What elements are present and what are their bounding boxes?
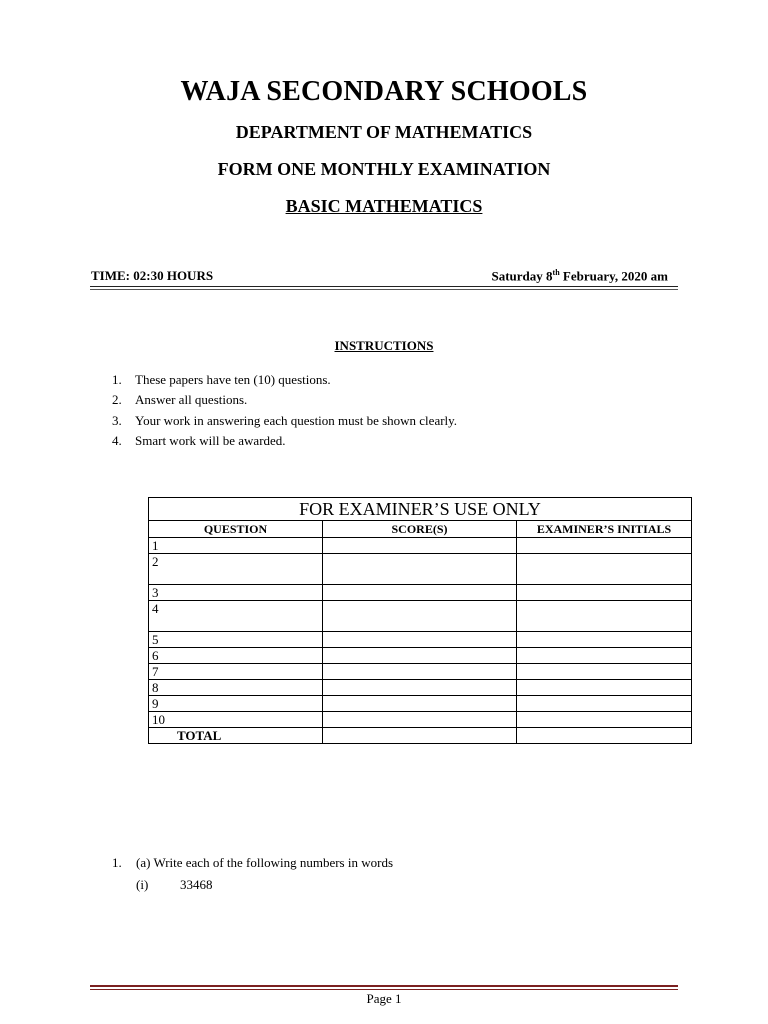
instruction-item bbox=[112, 370, 457, 390]
question-number: 10 bbox=[149, 712, 323, 728]
score-cell[interactable] bbox=[323, 664, 517, 680]
page-number: Page 1 bbox=[366, 991, 402, 1006]
footer-divider-thin bbox=[90, 989, 678, 990]
question-text: (a) Write each of the following numbers in words bbox=[136, 855, 393, 870]
initials-cell[interactable] bbox=[517, 601, 692, 632]
column-header-question: QUESTION bbox=[149, 521, 323, 538]
footer-divider bbox=[90, 985, 678, 987]
table-row bbox=[149, 601, 692, 632]
table-row bbox=[149, 554, 692, 585]
question-number: 8 bbox=[149, 680, 323, 696]
date-ordinal: th bbox=[552, 268, 560, 277]
initials-cell[interactable] bbox=[517, 538, 692, 554]
initials-cell[interactable] bbox=[517, 696, 692, 712]
instructions-list bbox=[112, 370, 457, 451]
score-cell[interactable] bbox=[323, 712, 517, 728]
instruction-text: Smart work will be awarded. bbox=[135, 432, 286, 448]
score-cell[interactable] bbox=[323, 554, 517, 585]
instruction-number: 2. bbox=[112, 392, 122, 408]
instruction-item bbox=[112, 431, 457, 451]
question-number: 4 bbox=[149, 601, 323, 632]
instruction-text: Answer all questions. bbox=[135, 392, 248, 408]
table-row bbox=[149, 712, 692, 728]
examiner-table-title: FOR EXAMINER’S USE ONLY bbox=[149, 498, 692, 521]
question-number: 7 bbox=[149, 664, 323, 680]
question-1-part-i bbox=[136, 877, 213, 893]
initials-cell[interactable] bbox=[517, 664, 692, 680]
instructions-title: INSTRUCTIONS bbox=[334, 338, 434, 353]
subject-text: BASIC MATHEMATICS bbox=[285, 196, 483, 216]
subject-title bbox=[0, 196, 768, 217]
instruction-item bbox=[112, 411, 457, 431]
instruction-number: 3. bbox=[112, 412, 122, 428]
column-header-score: SCORE(S) bbox=[323, 521, 517, 538]
header-divider bbox=[90, 286, 678, 287]
score-cell[interactable] bbox=[323, 648, 517, 664]
table-row-total bbox=[149, 728, 692, 744]
instruction-text: Your work in answering each question must be shown clearly. bbox=[135, 412, 458, 428]
total-initials-cell[interactable] bbox=[517, 728, 692, 744]
table-row bbox=[149, 538, 692, 554]
question-number: 5 bbox=[149, 632, 323, 648]
table-row bbox=[149, 585, 692, 601]
instruction-number: 4. bbox=[112, 432, 122, 448]
initials-cell[interactable] bbox=[517, 632, 692, 648]
date-suffix: February, 2020 am bbox=[559, 268, 668, 284]
exam-title: FORM ONE MONTHLY EXAMINATION bbox=[217, 159, 551, 179]
exam-date bbox=[492, 268, 669, 284]
initials-cell[interactable] bbox=[517, 585, 692, 601]
column-header-initials: EXAMINER’S INITIALS bbox=[517, 521, 692, 538]
exam-meta-row bbox=[91, 268, 677, 286]
part-value: 33468 bbox=[180, 877, 213, 892]
instruction-item bbox=[112, 390, 457, 410]
total-label: TOTAL bbox=[149, 728, 323, 744]
initials-cell[interactable] bbox=[517, 680, 692, 696]
score-cell[interactable] bbox=[323, 632, 517, 648]
question-number: 1. bbox=[112, 855, 122, 870]
score-cell[interactable] bbox=[323, 585, 517, 601]
instruction-number: 1. bbox=[112, 372, 122, 387]
department-title: DEPARTMENT OF MATHEMATICS bbox=[235, 122, 533, 142]
header-divider-thin bbox=[90, 289, 678, 290]
table-row bbox=[149, 648, 692, 664]
initials-cell[interactable] bbox=[517, 554, 692, 585]
instruction-text: These papers have ten (10) questions. bbox=[135, 372, 331, 387]
total-score-cell[interactable] bbox=[323, 728, 517, 744]
date-prefix: Saturday 8 bbox=[491, 268, 553, 284]
examiner-score-table bbox=[148, 497, 692, 744]
question-number: 1 bbox=[149, 538, 323, 554]
part-label: (i) bbox=[136, 877, 149, 892]
initials-cell[interactable] bbox=[517, 712, 692, 728]
question-number: 2 bbox=[149, 554, 323, 585]
score-cell[interactable] bbox=[323, 680, 517, 696]
score-cell[interactable] bbox=[323, 601, 517, 632]
score-cell[interactable] bbox=[323, 538, 517, 554]
table-row bbox=[149, 680, 692, 696]
question-number: 9 bbox=[149, 696, 323, 712]
school-name: WAJA SECONDARY SCHOOLS bbox=[180, 76, 588, 107]
table-row bbox=[149, 696, 692, 712]
table-row bbox=[149, 632, 692, 648]
table-row bbox=[149, 664, 692, 680]
question-number: 6 bbox=[149, 648, 323, 664]
question-number: 3 bbox=[149, 585, 323, 601]
initials-cell[interactable] bbox=[517, 648, 692, 664]
exam-time: TIME: 02:30 HOURS bbox=[91, 268, 214, 283]
score-cell[interactable] bbox=[323, 696, 517, 712]
